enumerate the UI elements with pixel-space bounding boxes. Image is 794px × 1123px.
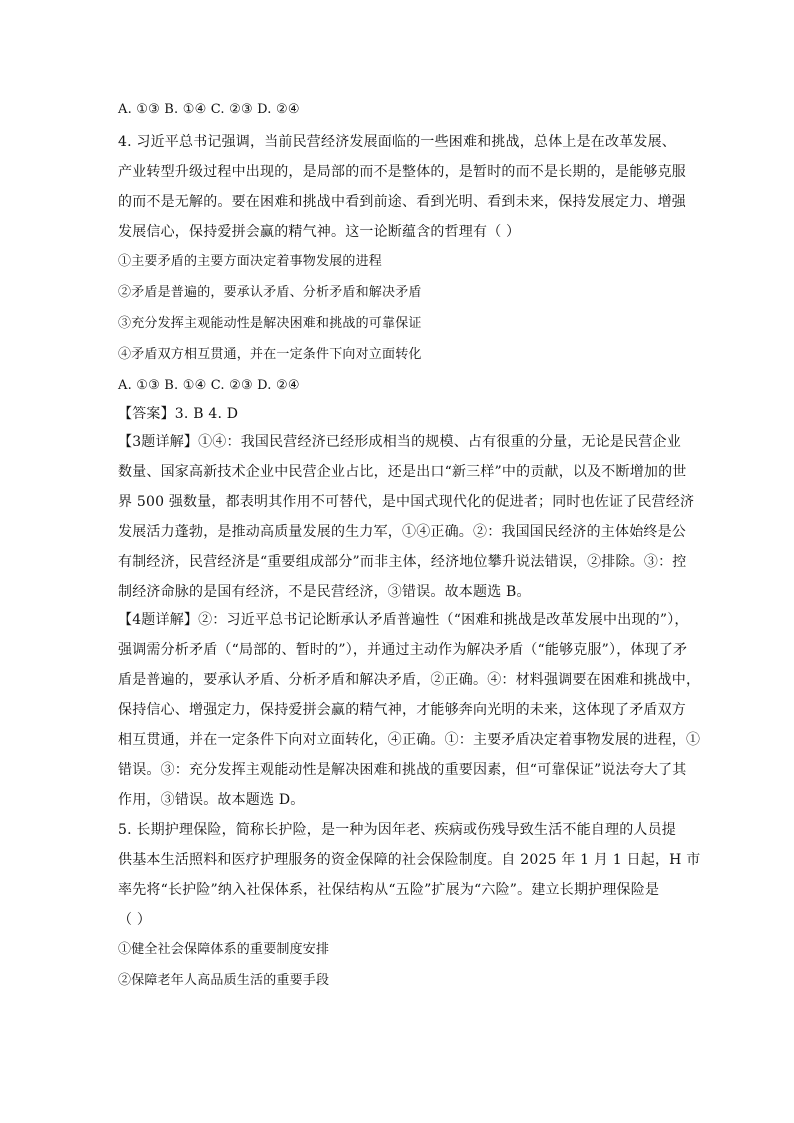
- q5-options: [118, 940, 678, 991]
- q3-explain-line: 界 500 强数量，都表明其作用不可替代，是中国式现代化的促进者；同时也佐证了民营经济: [118, 494, 695, 510]
- q4-line: 的而不是无解的。要在困难和挑战中看到前途、看到光明、看到未来，保持发展定力、增强: [118, 194, 686, 210]
- q3-choices: A. ①③ B. ①④ C. ②③ D. ②④: [118, 102, 300, 117]
- q4-explain-line: 作用，③错误。故本题选 D。: [118, 792, 305, 808]
- q3-explain-line: 制经济命脉的是国有经济，不是民营经济，③错误。故本题选 B。: [118, 584, 531, 600]
- q4-line: 发展信心，保持爱拼会赢的精气神。这一论断蕴含的哲理有（ ）: [118, 224, 521, 240]
- q4-option: ②矛盾是普遍的，要承认矛盾、分析矛盾和解决矛盾: [118, 285, 422, 300]
- answer-line: 【答案】3. B 4. D: [118, 406, 239, 422]
- q4-options: [118, 252, 678, 365]
- q4-choices: A. ①③ B. ①④ C. ②③ D. ②④: [118, 378, 300, 393]
- q5-line: 率先将“长护险”纳入社保体系，社保结构从“五险”扩展为“六险”。建立长期护理保险是: [118, 882, 660, 898]
- q5-line: （ ）: [118, 912, 152, 928]
- q4-explain-line: 盾是普遍的，要承认矛盾、分析矛盾和解决矛盾，②正确。④：材料强调要在困难和挑战中，: [118, 672, 701, 688]
- q3-explain-line: 数量、国家高新技术企业中民营企业占比，还是出口“新三样”中的贡献，以及不断增加的世: [118, 464, 687, 480]
- q4-explain-line: 保持信心、增强定力，保持爱拼会赢的精气神，才能够奔向光明的未来，这体现了矛盾双方: [118, 702, 686, 718]
- q4-explain-line: 相互贯通，并在一定条件下向对立面转化，④正确。①：主要矛盾决定着事物发展的进程，①: [118, 732, 701, 748]
- page-content: [118, 100, 701, 991]
- q4-option: ①主要矛盾的主要方面决定着事物发展的进程: [118, 254, 383, 269]
- q3-explain-line: 发展活力蓬勃，是推动高质量发展的生力军，①④正确。②：我国国民经济的主体始终是公: [118, 524, 686, 540]
- q5-option: ①健全社会保障体系的重要制度安排: [118, 942, 330, 957]
- q4-explain-line: 错误。③：充分发挥主观能动性是解决困难和挑战的重要因素，但“可靠保证”说法夸大了其: [118, 762, 687, 778]
- q3-explain-line: 有制经济，民营经济是“重要组成部分”而非主体，经济地位攀升说法错误，②排除。③：控: [118, 554, 687, 570]
- q3-explain-line: 【3题详解】①④：我国民营经济已经形成相当的规模、占有很重的分量，无论是民营企业: [118, 434, 681, 450]
- q5-line: 5. 长期护理保险，简称长护险，是一种为因年老、疾病或伤残导致生活不能自理的人员提: [118, 822, 677, 838]
- q5-option: ②保障老年人高品质生活的重要手段: [118, 973, 330, 988]
- q3-explanation: [118, 432, 695, 602]
- q4-explain-line: 强调需分析矛盾（“局部的、暂时的”），并通过主动作为解决矛盾（“能够克服”），体现了矛: [118, 642, 688, 658]
- q4-line: 4. 习近平总书记强调，当前民营经济发展面临的一些困难和挑战，总体上是在改革发展、: [118, 134, 677, 150]
- q5-line: 供基本生活照料和医疗护理服务的资金保障的社会保险制度。自 2025 年 1 月 1 日起，H 市: [118, 852, 701, 868]
- q5-stem: [118, 820, 701, 930]
- q4-stem: [118, 132, 686, 242]
- q4-explanation: [118, 610, 701, 810]
- q4-option: ③充分发挥主观能动性是解决困难和挑战的可靠保证: [118, 316, 422, 331]
- q4-option: ④矛盾双方相互贯通，并在一定条件下向对立面转化: [118, 347, 422, 362]
- q4-line: 产业转型升级过程中出现的，是局部的而不是整体的，是暂时的而不是长期的，是能够克服: [118, 164, 686, 180]
- q4-explain-line: 【4题详解】②：习近平总书记论断承认矛盾普遍性（“困难和挑战是改革发展中出现的”），: [118, 612, 689, 628]
